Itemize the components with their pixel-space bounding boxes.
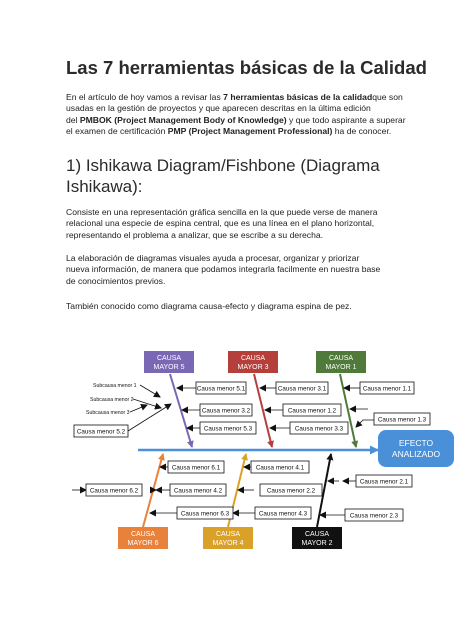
minor-6-1: Causa menor 6.1 [171, 464, 221, 472]
minor-2-1: Causa menor 2.1 [359, 478, 409, 486]
major-cause-5-l1: CAUSA [156, 355, 182, 362]
paragraph-line: La elaboración de diagramas visuales ayuda a procesar, organizar y priorizar [66, 253, 360, 263]
subcause-2: Subcausa menor 2 [90, 397, 134, 403]
arrow-1-3 [356, 420, 374, 427]
major-cause-2-l2: MAYOR 2 [301, 540, 333, 547]
page-title: Las 7 herramientas básicas de la Calidad [66, 57, 427, 78]
arrow-sub-3 [130, 405, 147, 412]
major-cause-3-l2: MAYOR 3 [237, 364, 269, 371]
bone-mayor-1 [340, 374, 356, 447]
intro-text: del [66, 114, 80, 125]
bone-mayor-6 [143, 454, 163, 527]
bone-mayor-3 [254, 374, 272, 447]
bone-mayor-5 [170, 374, 192, 447]
paragraph-line: nueva información, de manera que podamos integrarla facilmente en nuestra base [66, 264, 381, 275]
major-cause-1-l2: MAYOR 1 [325, 364, 357, 371]
paragraph-line: relacional una especie de espina central, que es una línea en el plano horizontal, [66, 218, 375, 229]
intro-bold-pmp: PMP (Project Management Professional) [167, 125, 333, 136]
paragraph-aliases: También conocido como diagrama causa-efecto y diagrama espina de pez. [66, 301, 352, 311]
major-cause-4-l1: CAUSA [215, 531, 241, 538]
section-heading-line-1: 1) Ishikawa Diagram/Fishbone (Diagrama [66, 156, 380, 175]
section-heading-line-2: Ishikawa): [66, 177, 143, 196]
minor-3-2-left: Causa menor 3.2 [201, 407, 251, 415]
effect-label-l1: EFECTO [398, 438, 434, 448]
major-cause-2-l1: CAUSA [304, 531, 330, 538]
minor-6-2: Causa menor 6.2 [89, 487, 139, 495]
minor-3-3: Causa menor 3.3 [294, 425, 344, 433]
minor-4-3: Causa menor 4.3 [258, 510, 308, 518]
intro-bold-tools: 7 herramientas básicas de la calidad [223, 92, 373, 102]
major-cause-6-l2: MAYOR 6 [127, 540, 159, 547]
minor-4-1: Causa menor 4.1 [255, 464, 305, 472]
intro-text: ha de conocer. [332, 125, 392, 136]
arrow-sub-1 [140, 385, 160, 397]
effect-label-l2: ANALIZADO [391, 449, 441, 459]
major-cause-5-l2: MAYOR 5 [153, 364, 185, 371]
intro-text: que son [372, 92, 403, 102]
major-cause-1-l1: CAUSA [328, 355, 354, 362]
major-cause-6-l1: CAUSA [130, 531, 156, 538]
minor-2-2: Causa menor 2.2 [266, 487, 316, 495]
major-cause-4-l2: MAYOR 4 [212, 540, 244, 547]
paragraph-line: representando el problema a analizar, que se escribe a su derecha. [66, 229, 324, 240]
major-cause-3-l1: CAUSA [240, 355, 266, 362]
subcause-3: Subcausa menor 3 [86, 410, 130, 416]
minor-2-3: Causa menor 2.3 [349, 512, 399, 520]
intro-text: En el artículo de hoy vamos a revisar las [66, 92, 224, 102]
minor-1-2: Causa menor 1.2 [287, 407, 337, 415]
minor-5-2: Causa menor 5.2 [76, 428, 126, 436]
arrow-5-2-link [128, 404, 171, 431]
intro-bold-pmbok: PMBOK (Project Management Body of Knowledge) [79, 114, 287, 125]
minor-1-3: Causa menor 1.3 [377, 416, 427, 424]
minor-3-1: Causa menor 3.1 [277, 385, 327, 393]
minor-6-3: Causa menor 6.3 [180, 510, 230, 518]
intro-text: el examen de certificación [66, 125, 168, 136]
intro-line-2: usadas en la gestión de proyectos y que aparecen descritas en la última edición [66, 103, 371, 114]
minor-4-2: Causa menor 4.2 [173, 487, 223, 495]
minor-5-3: Causa menor 5.3 [203, 425, 253, 433]
subcause-1: Subcausa menor 1 [93, 383, 137, 389]
intro-text: y que todo aspirante a superar [286, 114, 406, 125]
minor-5-1: Causa menor 5.1 [196, 385, 246, 393]
paragraph-line: Consiste en una representación gráfica sencilla en la que puede verse de manera [66, 207, 378, 217]
arrow-sub-2 [133, 399, 161, 408]
minor-1-1: Causa menor 1.1 [362, 385, 412, 393]
paragraph-line: de conocimientos previos. [66, 275, 166, 286]
